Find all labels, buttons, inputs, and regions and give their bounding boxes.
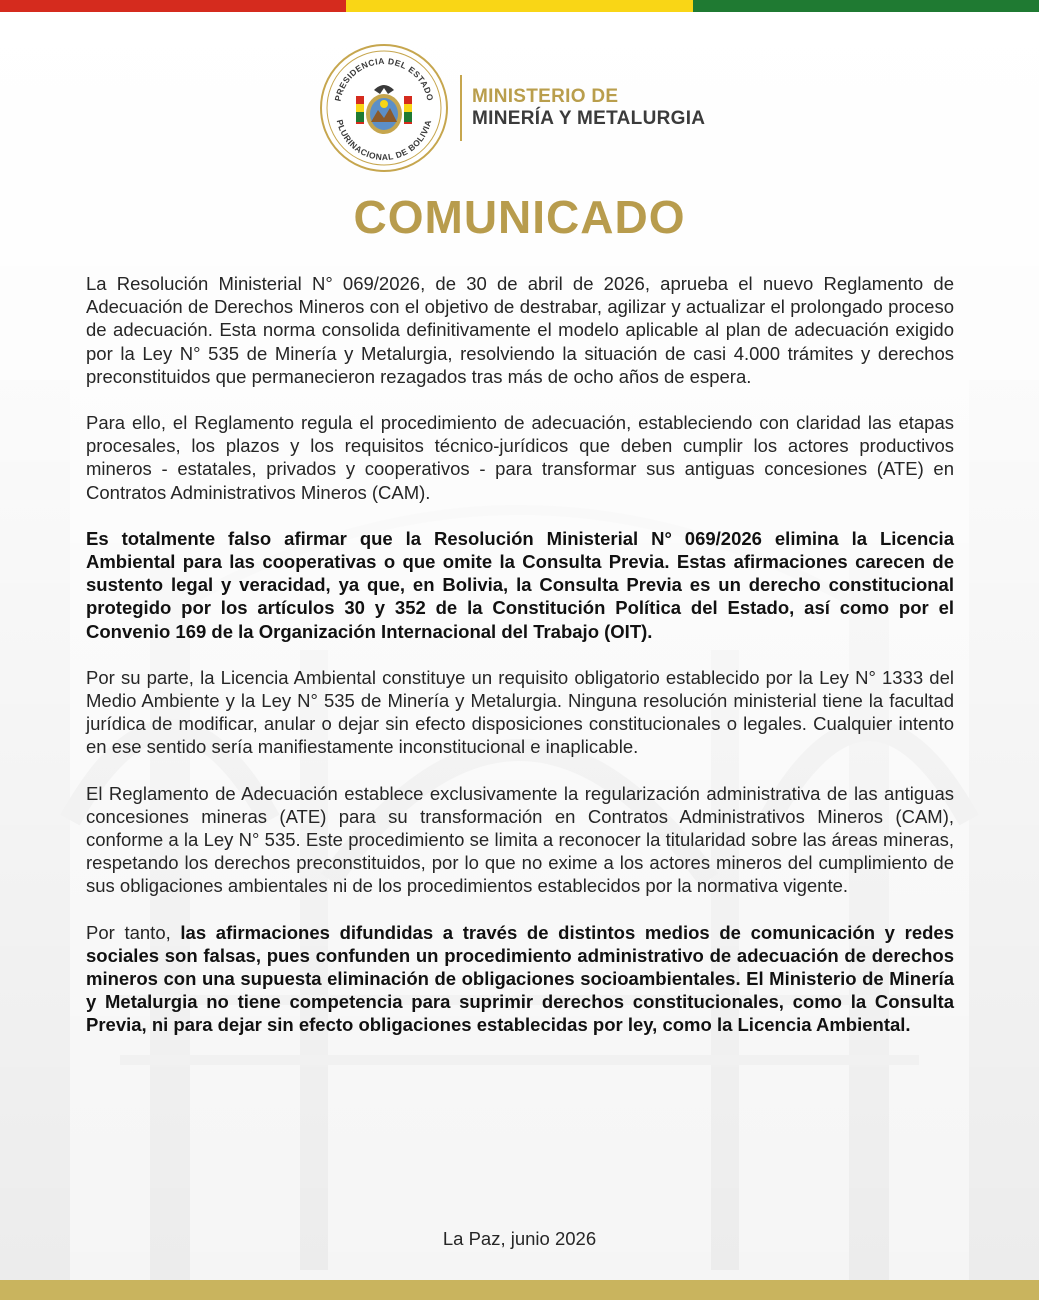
paragraph-6 <box>86 921 954 1037</box>
paragraph-3: Es totalmente falso afirmar que la Resolución Ministerial N° 069/2026 elimina la Licencia Ambiental para las cooperativas o que omite la Consulta Previa. Estas afirmaciones carecen de sustento legal y veracidad, ya que, en Bolivia, la Consulta Previa es un derecho constitucional protegido por los artículos 30 y 352 de la Constitución Política del Estado, así como por el Convenio 169 de la Organización Internacional del Trabajo (OIT). <box>86 527 954 642</box>
ministry-name-line1: MINISTERIO DE <box>472 85 619 107</box>
page-title: COMUNICADO <box>353 191 686 243</box>
paragraph-4: Por su parte, la Licencia Ambiental constituye un requisito obligatorio establecido por la Ley N° 1333 del Medio Ambiente y la Ley N° 535 de Minería y Metalurgia. Ninguna resolución ministerial tiene la facultad jurídica de modificar, anular o dejar sin efecto disposiciones constitucionales o legales. Cualquier intento en ese sentido sería manifiestamente inconstitucional e inaplicable. <box>86 666 954 758</box>
place-date: La Paz, junio 2026 <box>442 1228 597 1249</box>
ministry-name-line2: MINERÍA Y METALURGIA <box>472 107 706 129</box>
paragraph-6-lead: Por tanto, <box>86 921 181 943</box>
header-divider <box>460 75 462 141</box>
seal-bottom-text: PLURINACIONAL DE BOLIVIA <box>334 118 434 162</box>
paragraph-5: El Reglamento de Adecuación establece exclusivamente la regularización administrativa de las antiguas concesiones mineras (ATE) para su transformación en Contratos Administrativos Mineros (CAM), conforme a la Ley N° 535. Este procedimiento se limita a reconocer la titularidad sobre las áreas mineras, respetando los derechos preconstituidos, por lo que no exime a los actores mineros del cumplimiento de sus obligaciones ambientales ni de los procedimientos establecidos por la normativa vigente. <box>86 782 954 897</box>
flag-stripe <box>0 0 1039 12</box>
seal-top-text: PRESIDENCIA DEL ESTADO <box>332 55 436 102</box>
flag-stripe-yellow <box>346 0 692 12</box>
presidency-seal <box>318 42 450 174</box>
flag-stripe-red <box>0 0 346 12</box>
paragraph-1: La Resolución Ministerial N° 069/2026, de 30 de abril de 2026, aprueba el nuevo Reglamento de Adecuación de Derechos Mineros con el objetivo de destrabar, agilizar y actualizar el prolongado proceso de adecuación. Esta norma consolida definitivamente el modelo aplicable al plan de adecuación exigido por la Ley N° 535 de Minería y Metalurgia, resolviendo la situación de casi 4.000 trámites y derechos preconstituidos que permanecieron rezagados tras más de ocho años de espera. <box>86 273 954 387</box>
paragraph-6-bold: las afirmaciones difundidas a través de distintos medios de comunicación y redes sociales son falsas, pues confunden un procedimiento administrativo de adecuación de derechos mineros con una supuesta eliminación de obligaciones socioambientales. El Ministerio de Minería y Metalurgia no tiene competencia para suprimir derechos constitucionales, como la Consulta Previa, ni para dejar sin efecto obligaciones establecidas por ley, como la Licencia Ambiental. <box>86 921 954 1036</box>
ministry-name <box>472 86 705 130</box>
bottom-gold-bar <box>0 1280 1039 1300</box>
paragraph-2: Para ello, el Reglamento regula el procedimiento de adecuación, estableciendo con claridad las etapas procesales, los plazos y los requisitos técnico-jurídicos que deben cumplir los actores productivos mineros - estatales, privados y cooperativos - para transformar sus antiguas concesiones (ATE) en Contratos Administrativos Mineros (CAM). <box>86 412 954 503</box>
flag-stripe-green <box>693 0 1039 12</box>
communique-body <box>86 272 954 1060</box>
header-logo <box>318 40 738 175</box>
